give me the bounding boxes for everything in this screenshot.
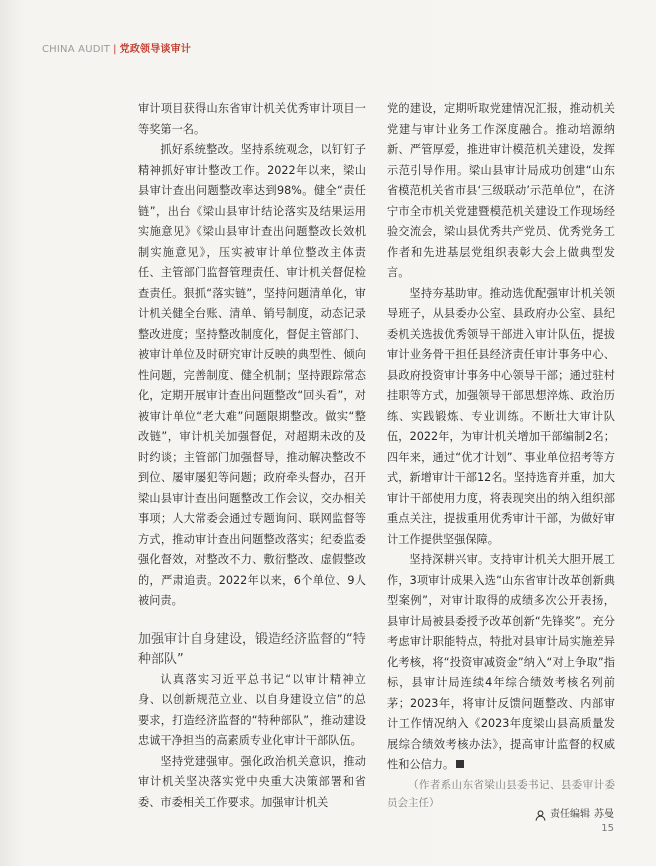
paragraph-text: 坚持深耕兴审。支持审计机关大胆开展工作，3项审计成果入选“山东省审计改革创新典型案例”，对审计取得的成绩多次公开表扬，县审计局被县委授予改革创新“先锋奖”。充分考虑审计职能特点，特批对县审计局实施差异化考核，将“投资审减资金”纳入“对上争取”指标，县审计局连续4年综合绩效考核名列前茅；2023年，将审计反馈问题整改、内部审计工作情况纳入《2023年度梁山县高质量发展综合绩效考核办法》，提高审计监督的权威性和公信力。 bbox=[387, 553, 615, 771]
person-icon bbox=[535, 810, 546, 821]
right-column bbox=[387, 99, 615, 812]
author-credit: （作者系山东省梁山县委书记、县委审计委员会主任） bbox=[387, 778, 615, 809]
page-number: 15 bbox=[601, 823, 614, 834]
left-column bbox=[138, 99, 366, 813]
editor-name: 苏曼 bbox=[594, 809, 614, 820]
page-footer bbox=[535, 808, 614, 836]
paragraph: 认真落实习近平总书记“以审计精神立身、以创新规范立业、以自身建设立信”的总要求，打造经济监督的“特种部队”，推动建设忠诚干净担当的高素质专业化审计干部队伍。 bbox=[138, 672, 366, 747]
end-mark-icon bbox=[456, 760, 464, 768]
header-separator: | bbox=[113, 44, 117, 55]
section-title: 党政领导谈审计 bbox=[119, 44, 192, 55]
section-subheading: 加强审计自身建设，锻造经济监督的“特种部队” bbox=[138, 631, 366, 667]
paragraph bbox=[387, 550, 615, 776]
editor-credit bbox=[535, 808, 614, 822]
paragraph: 抓好系统整改。坚持系统观念，以钉钉子精神抓好审计整改工作。2022年以来，梁山县审计查出问题整改率达到98%。健全“责任链”，出台《梁山县审计结论落实及结果运用实施意见》《梁山县审计查出问题整改长效机制实施意见》，压实被审计单位整改主体责任、主管部门监督管理责任、审计机关督促检查责任。狠抓“落实链”，坚持问题清单化，审计机关健全台账、清单、销号制度，动态记录整改进度；坚持整改制度化，督促主管部门、被审计单位及时研究审计反映的典型性、倾向性问题，完善制度、健全机制；坚持跟踪常态化，定期开展审计查出问题整改“回头看”，对被审计单位“老大难”问题限期整改。做实“整改链”，审计机关加强督促，对超期未改的及时约谈；主管部门加强督导，推动解决整改不到位、屡审屡犯等问题；政府牵头督办，召开梁山县审计查出问题整改工作会议，交办相关事项；人大常委会通过专题询问、联网监督等方式，推动审计查出问题整改落实；纪委监委强化督效，对整改不力、敷衍整改、虚假整改的，严肃追责。2022年以来，6个单位、9人被问责。 bbox=[138, 143, 366, 607]
paragraph: 坚持夯基助审。推动选优配强审计机关领导班子，从县委办公室、县政府办公室、县纪委机关选拔优秀领导干部进入审计队伍，提拔审计业务骨干担任县经济责任审计事务中心、县政府投资审计事务中心领导干部；通过驻村挂职等方式，加强领导干部思想淬炼、政治历练、实践锻炼、专业训练。不断壮大审计队伍，2022年，为审计机关增加干部编制2名；四年来，通过“优才计划”、事业单位招考等方式，新增审计干部12名。坚持选育并重，加大审计干部使用力度，将表现突出的纳入组织部重点关注，提拔重用优秀审计干部，为做好审计工作提供坚强保障。 bbox=[387, 286, 615, 546]
paragraph: 坚持党建强审。强化政治机关意识，推动审计机关坚决落实党中央重大决策部署和省委、市委相关工作要求。加强审计机关 bbox=[138, 754, 366, 809]
magazine-brand: CHINA AUDIT bbox=[42, 44, 111, 55]
running-header bbox=[42, 40, 191, 56]
paragraph: 审计项目获得山东省审计机关优秀审计项目一等奖第一名。 bbox=[138, 102, 366, 136]
editor-label: 责任编辑 bbox=[550, 809, 590, 820]
paragraph: 党的建设，定期听取党建情况汇报，推动机关党建与审计业务工作深度融合。推动培源纳新、严管厚爱，推进审计模范机关建设，发挥示范引导作用。梁山县审计局成功创建“山东省模范机关省市县‘三级联动’示范单位”，在济宁市全市机关党建暨模范机关建设工作现场经验交流会，梁山县优秀共产党员、优秀党务工作者和先进基层党组织表彰大会上做典型发言。 bbox=[387, 102, 615, 279]
